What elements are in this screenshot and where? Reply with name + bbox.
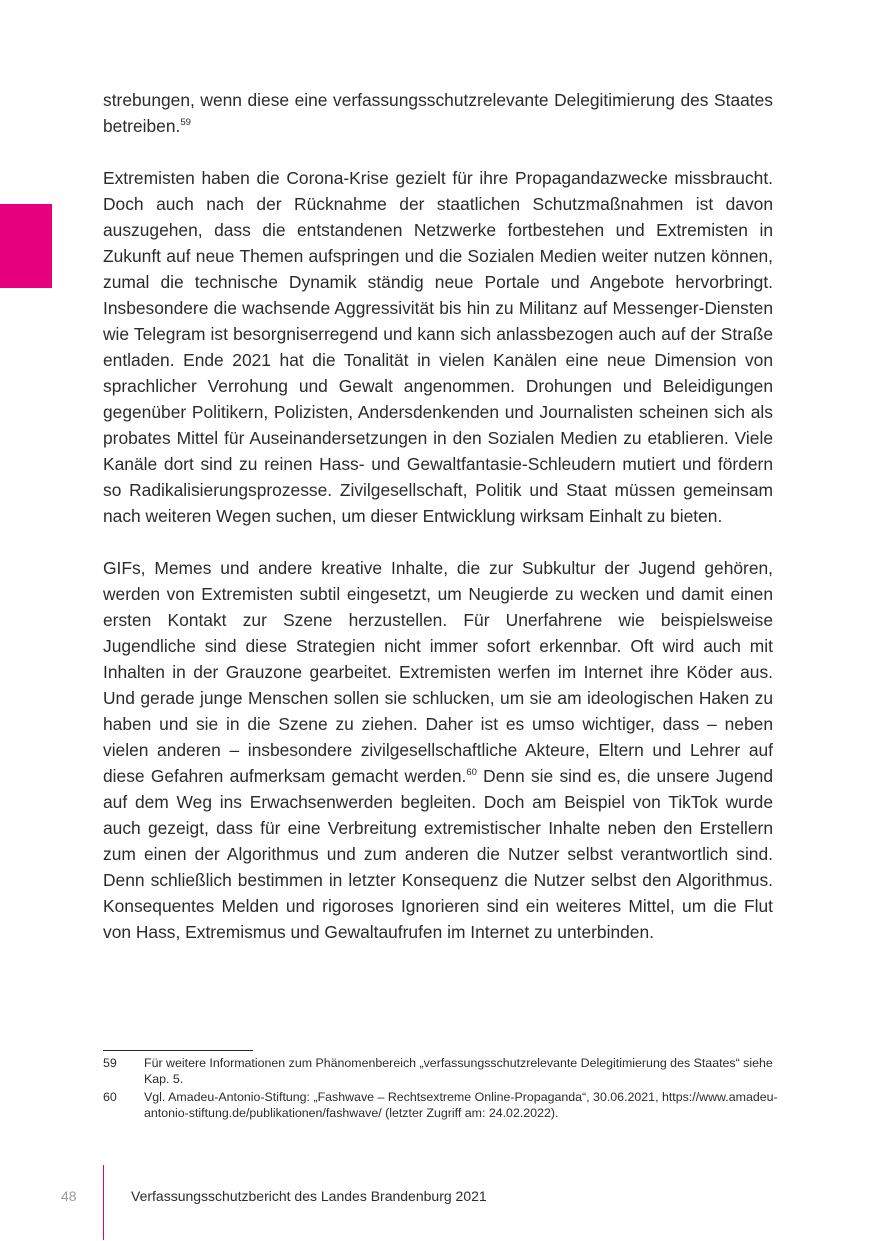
paragraph-1-text: strebungen, wenn diese eine verfassungsschutzrelevante Delegitimierung des Staates betreiben. (103, 90, 773, 136)
footnote-number: 59 (103, 1056, 117, 1070)
paragraph-3-text-a: GIFs, Memes und andere kreative Inhalte, die zur Subkultur der Jugend gehören, werden von Extremisten subtil eingesetzt, um Neugierde zu wecken und damit einen ersten Kontakt zur Szene herzustellen. Für Unerfahrene wie beispielsweise Jugendliche sind diese Strategien nicht immer sofort erkennbar. Oft wird auch mit Inhalten in der Grauzone gearbeitet. Extremisten werfen im Internet ihre Köder aus. Und gerade junge Menschen sollen sie schlucken, um sie am ideologischen Haken zu haben und sie in die Szene zu ziehen. Daher ist es umso wichtiger, dass – neben vielen anderen – insbesondere zivilgesellschaftliche Akteure, Eltern und Lehrer auf diese Gefahren aufmerksam gemacht werden. (103, 558, 773, 786)
paragraph-2 (103, 165, 773, 529)
footnote-60 (103, 1089, 783, 1121)
footnote-text: Für weitere Informationen zum Phänomenbereich „verfassungsschutzrelevante Delegitimierung des Staates“ siehe Kap. 5. (144, 1056, 773, 1086)
paragraph-3-text-b: Denn sie sind es, die unsere Jugend auf dem Weg ins Erwachsenwerden begleiten. Doch am Beispiel von TikTok wurde auch gezeigt, dass für eine Verbreitung extremistischer Inhalte neben den Erstellern zum einen der Algorithmus und zum anderen die Nutzer selbst verantwortlich sind. Denn schließlich bestimmen in letzter Konsequenz die Nutzer selbst den Algorithmus. Konsequentes Melden und rigoroses Ignorieren sind ein weiteres Mittel, um die Flut von Hass, Extremismus und Gewaltaufrufen im Internet zu unterbinden. (103, 766, 773, 942)
footnote-ref-59[interactable]: 59 (180, 117, 191, 128)
footnote-text: Vgl. Amadeu-Antonio-Stiftung: „Fashwave – Rechtsextreme Online-Propaganda“, 30.06.2021, https://www.amadeu-antonio-stiftung.de/publikationen/fashwave/ (letzter Zugriff am: 24.02.2022). (144, 1090, 778, 1120)
footer-divider (103, 1165, 104, 1240)
footnote-separator (103, 1050, 253, 1051)
running-footer-title: Verfassungsschutzbericht des Landes Brandenburg 2021 (131, 1188, 487, 1204)
footnote-ref-60[interactable]: 60 (466, 767, 477, 778)
body-text (103, 87, 773, 945)
footnotes (103, 1055, 783, 1123)
chapter-tab-marker (0, 204, 52, 288)
page-number: 48 (61, 1188, 77, 1204)
paragraph-2-text: Extremisten haben die Corona-Krise gezielt für ihre Propagandazwecke missbraucht. Doch auch nach der Rücknahme der staatlichen Schutzmaßnahmen ist davon auszugehen, dass die entstandenen Netzwerke fortbestehen und Extremisten in Zukunft auf neue Themen aufspringen und die Sozialen Medien weiter nutzen können, zumal die technische Dynamik ständig neue Portale und Angebote hervorbringt. Insbesondere die wachsende Aggressivität bis hin zu Militanz auf Messenger-Diensten wie Telegram ist besorgniserregend und kann sich anlassbezogen auch auf der Straße entladen. Ende 2021 hat die Tonalität in vielen Kanälen eine neue Dimension von sprachlicher Verrohung und Gewalt angenommen. Drohungen und Beleidigungen gegenüber Politikern, Polizisten, Andersdenkenden und Journalisten scheinen sich als probates Mittel für Auseinandersetzungen in den Sozialen Medien zu etablieren. Viele Kanäle dort sind zu reinen Hass- und Gewaltfantasie-Schleudern mutiert und fördern so Radikalisierungsprozesse. Zivilgesellschaft, Politik und Staat müssen gemeinsam nach weiteren Wegen suchen, um dieser Entwicklung wirksam Einhalt zu bieten. (103, 168, 773, 526)
footnote-59 (103, 1055, 783, 1087)
footnote-number: 60 (103, 1090, 117, 1104)
paragraph-1 (103, 87, 773, 139)
paragraph-3 (103, 555, 773, 945)
